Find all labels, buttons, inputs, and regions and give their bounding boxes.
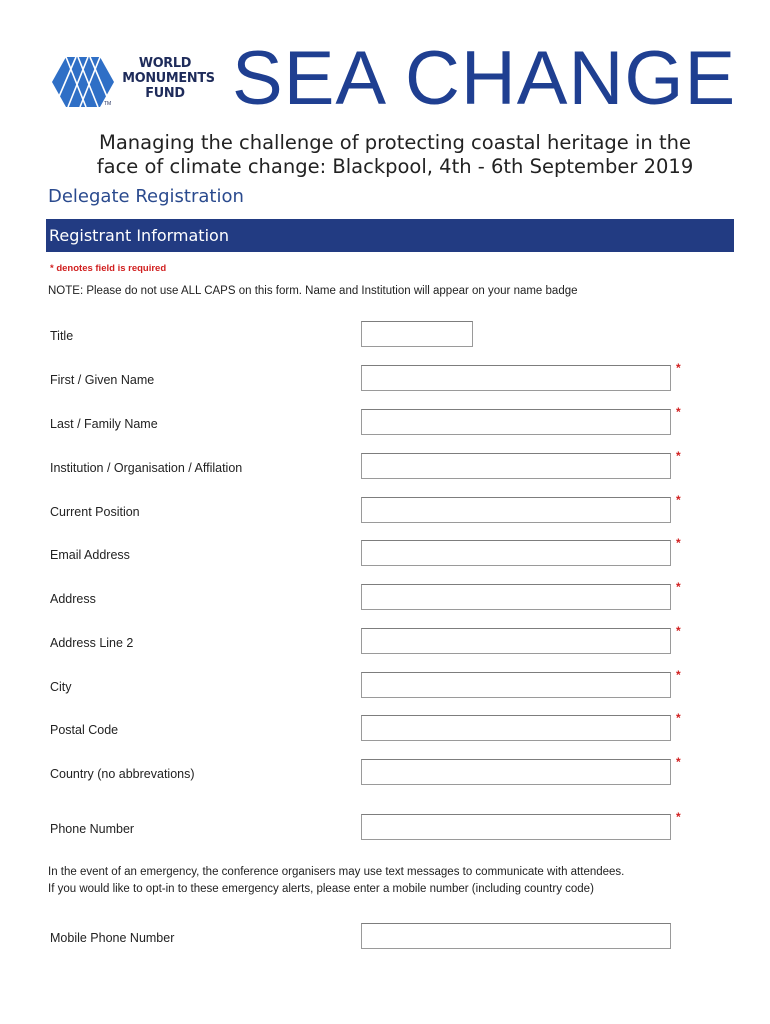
form-row-phone [0, 810, 770, 844]
required-marker: * [676, 711, 681, 725]
required-marker: * [676, 493, 681, 507]
last-name-input[interactable] [361, 409, 671, 435]
field-label: City [50, 680, 72, 694]
form-row-postal-code [0, 711, 770, 745]
required-marker: * [676, 449, 681, 463]
form-row-mobile [0, 923, 770, 953]
current-position-input[interactable] [361, 497, 671, 523]
form-row-address-2 [0, 624, 770, 658]
first-name-input[interactable] [361, 365, 671, 391]
event-subtitle: Managing the challenge of protecting coastal heritage in the face of climate change: Blackpool, 4th - 6th September 2019 [96, 131, 694, 178]
institution-input[interactable] [361, 453, 671, 479]
address-input[interactable] [361, 584, 671, 610]
required-marker: * [676, 536, 681, 550]
required-marker: * [676, 405, 681, 419]
registrant-info-band: Registrant Information [46, 219, 734, 252]
section-heading: Delegate Registration [48, 186, 244, 207]
title-input[interactable] [361, 321, 473, 347]
field-label: Email Address [50, 548, 130, 562]
required-marker: * [676, 361, 681, 375]
form-row-position [0, 493, 770, 527]
field-label: Last / Family Name [50, 417, 158, 431]
form-row-city [0, 668, 770, 702]
form-row-address [0, 580, 770, 614]
country-input[interactable] [361, 759, 671, 785]
field-label: Country (no abbrevations) [50, 767, 195, 781]
field-label: Current Position [50, 505, 140, 519]
form-row-first-name [0, 361, 770, 395]
field-label: Title [50, 329, 74, 343]
required-marker: * [676, 668, 681, 682]
required-marker: * [676, 624, 681, 638]
form-row-country [0, 755, 770, 789]
postal-code-input[interactable] [361, 715, 671, 741]
mobile-phone-input[interactable] [361, 923, 671, 949]
required-marker: * [676, 580, 681, 594]
field-label: Postal Code [50, 723, 119, 737]
event-title: SEA CHANGE [232, 36, 737, 121]
required-marker: * [676, 810, 681, 824]
required-marker: * [676, 755, 681, 769]
caps-note: NOTE: Please do not use ALL CAPS on this form. Name and Institution will appear on your name badge [48, 285, 578, 297]
city-input[interactable] [361, 672, 671, 698]
logo-trademark: TM [104, 101, 112, 107]
required-note: * denotes field is required [50, 263, 167, 274]
form-row-last-name [0, 405, 770, 439]
field-label: First / Given Name [50, 373, 155, 387]
form-row-institution [0, 449, 770, 483]
phone-number-input[interactable] [361, 814, 671, 840]
emergency-note: In the event of an emergency, the conference organisers may use text messages to communicate with attendees. If you would like to opt-in to these emergency alerts, please enter a mobile number (including country code) [48, 866, 625, 895]
wmf-logo-text: WORLD MONUMENTS FUND [122, 55, 215, 101]
field-label: Phone Number [50, 822, 135, 836]
form-row-title [0, 321, 770, 351]
form-row-email [0, 536, 770, 570]
field-label: Mobile Phone Number [50, 931, 175, 945]
address-line-2-input[interactable] [361, 628, 671, 654]
email-input[interactable] [361, 540, 671, 566]
field-label: Institution / Organisation / Affilation [50, 461, 243, 475]
field-label: Address Line 2 [50, 636, 134, 650]
field-label: Address [50, 592, 96, 606]
